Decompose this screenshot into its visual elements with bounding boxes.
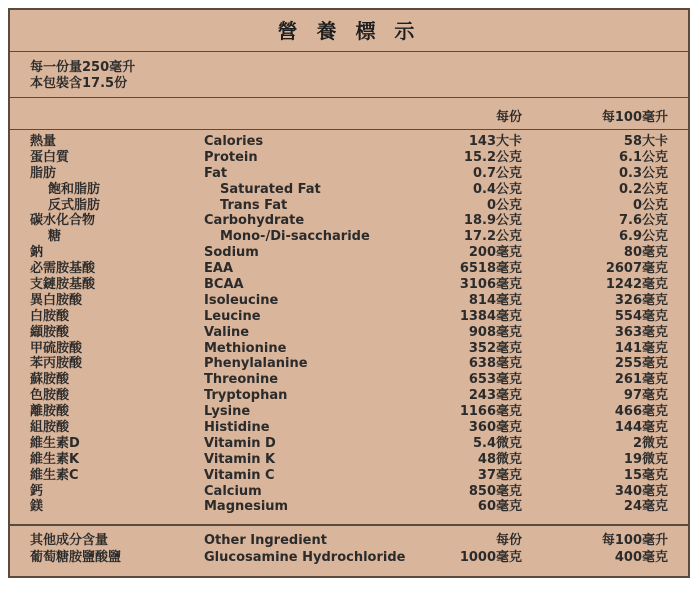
value-per-serving: 243毫克 [468,388,522,404]
name-en: Magnesium [204,499,289,515]
name-en: Lysine [204,404,251,420]
name-zh: 白胺酸 [30,308,70,324]
name-zh: 蘇胺酸 [30,372,70,388]
name-en: Sodium [204,245,259,261]
name-zh: 糖 [48,229,62,245]
name-zh: 脂肪 [30,165,57,181]
value-per-serving: 352毫克 [468,340,522,356]
value-per-100ml: 58大卡 [623,134,668,149]
nutrient-row [10,356,688,372]
name-en: Vitamin D [204,435,276,451]
value-per-serving: 638毫克 [468,356,522,372]
per-serving-header: 每份 [495,110,522,125]
value-per-100ml: 2607毫克 [605,261,668,277]
value-per-100ml: 80毫克 [623,245,668,261]
name-en: Glucosamine Hydrochloride [204,550,406,565]
name-zh: 蛋白質 [30,149,70,165]
value-per-serving: 1166毫克 [459,404,522,420]
nutrient-row [10,182,688,198]
name-zh: 維生素C [30,467,79,483]
value-per-serving: 37毫克 [477,467,522,483]
name-en: Methionine [204,340,287,356]
nutrient-row [10,198,688,214]
name-en: Histidine [204,420,270,436]
serving-info [10,52,688,98]
name-en: Carbohydrate [204,213,305,229]
nutrient-row [10,484,688,500]
value-per-100ml: 97毫克 [623,388,668,404]
name-en: Trans Fat [220,197,288,213]
value-per-100ml: 261毫克 [614,372,668,388]
name-zh: 異白胺酸 [30,292,83,308]
name-zh: 反式脂肪 [48,197,101,213]
value-per-100ml: 255毫克 [614,356,668,372]
name-en: Leucine [204,308,261,324]
nutrient-row [10,404,688,420]
other-header-per: 每份 [495,533,522,548]
name-zh: 必需胺基酸 [30,261,96,277]
nutrient-row [10,452,688,468]
name-zh: 鎂 [30,499,44,515]
name-zh: 支鏈胺基酸 [30,277,96,293]
name-zh: 葡萄糖胺鹽酸鹽 [30,550,122,565]
value-per-serving: 850毫克 [468,483,522,499]
value-per-serving: 15.2公克 [463,149,522,165]
nutrient-list [10,130,688,522]
value-per-100ml: 7.6公克 [618,213,668,229]
name-zh: 纈胺酸 [30,324,70,340]
other-ingredient-row [10,549,688,566]
value-per-100ml: 6.1公克 [618,149,668,165]
nutrient-row [10,229,688,245]
nutrition-label [8,8,690,578]
column-header-row [10,98,688,130]
name-en: Calories [204,134,264,149]
value-per-serving: 17.2公克 [463,229,522,245]
name-en: Isoleucine [204,292,279,308]
serving-size: 每一份量250毫升 [30,60,136,75]
other-header-en: Other Ingredient [204,533,327,548]
value-per-100ml: 466毫克 [614,404,668,420]
name-zh: 甲硫胺酸 [30,340,83,356]
value-per-100ml: 400毫克 [614,550,668,565]
value-per-serving: 0公克 [486,197,522,213]
value-per-100ml: 0.3公克 [618,165,668,181]
name-en: Calcium [204,483,262,499]
value-per-100ml: 363毫克 [614,324,668,340]
nutrient-row [10,325,688,341]
other-ingredients-header [10,532,688,549]
nutrient-row [10,436,688,452]
value-per-serving: 653毫克 [468,372,522,388]
other-header-per100: 每100毫升 [601,533,668,548]
value-per-serving: 814毫克 [468,292,522,308]
value-per-serving: 0.4公克 [472,181,522,197]
value-per-100ml: 24毫克 [623,499,668,515]
name-en: Saturated Fat [220,181,321,197]
label-title: 營 養 標 示 [10,10,688,52]
name-zh: 維生素D [30,435,80,451]
nutrient-row [10,150,688,166]
nutrient-row [10,468,688,484]
name-zh: 飽和脂肪 [48,181,101,197]
name-zh: 色胺酸 [30,388,70,404]
value-per-100ml: 6.9公克 [618,229,668,245]
other-ingredient-list [10,549,688,566]
value-per-100ml: 141毫克 [614,340,668,356]
value-per-100ml: 144毫克 [614,420,668,436]
other-header-zh: 其他成分含量 [30,533,109,548]
value-per-serving: 5.4微克 [472,435,522,451]
value-per-100ml: 1242毫克 [605,277,668,293]
value-per-serving: 200毫克 [468,245,522,261]
name-en: Protein [204,149,258,165]
nutrient-row [10,134,688,150]
value-per-serving: 908毫克 [468,324,522,340]
value-per-serving: 6518毫克 [459,261,522,277]
value-per-serving: 3106毫克 [459,277,522,293]
name-en: Vitamin C [204,467,275,483]
name-en: EAA [204,261,234,277]
value-per-serving: 0.7公克 [472,165,522,181]
name-en: BCAA [204,277,244,293]
value-per-100ml: 0公克 [632,197,668,213]
name-en: Tryptophan [204,388,288,404]
nutrient-row [10,293,688,309]
nutrient-row [10,372,688,388]
name-en: Fat [204,165,228,181]
nutrient-row [10,261,688,277]
name-zh: 組胺酸 [30,420,70,436]
value-per-serving: 143大卡 [468,134,522,149]
servings-per-pack: 本包裝含17.5份 [30,76,128,91]
value-per-100ml: 0.2公克 [618,181,668,197]
per-100ml-header: 每100毫升 [601,110,668,125]
name-zh: 鈣 [30,483,44,499]
other-ingredients [10,524,688,576]
nutrient-row [10,499,688,515]
nutrient-row [10,213,688,229]
value-per-serving: 1000毫克 [459,550,522,565]
nutrient-row [10,166,688,182]
value-per-100ml: 15毫克 [623,467,668,483]
name-en: Phenylalanine [204,356,308,372]
name-en: Valine [204,324,250,340]
value-per-serving: 18.9公克 [463,213,522,229]
nutrient-row [10,245,688,261]
value-per-100ml: 340毫克 [614,483,668,499]
name-en: Vitamin K [204,451,276,467]
nutrient-row [10,277,688,293]
value-per-100ml: 326毫克 [614,292,668,308]
name-zh: 維生素K [30,451,80,467]
value-per-100ml: 554毫克 [614,308,668,324]
name-zh: 碳水化合物 [30,213,96,229]
name-zh: 熱量 [30,134,57,149]
name-zh: 鈉 [30,245,44,261]
nutrient-row [10,388,688,404]
value-per-100ml: 19微克 [623,451,668,467]
value-per-serving: 60毫克 [477,499,522,515]
value-per-serving: 1384毫克 [459,308,522,324]
nutrient-row [10,309,688,325]
nutrient-row [10,420,688,436]
nutrient-row [10,341,688,357]
name-en: Threonine [204,372,279,388]
value-per-serving: 48微克 [477,451,522,467]
name-zh: 苯丙胺酸 [30,356,83,372]
name-en: Mono-/Di-saccharide [220,229,370,245]
value-per-serving: 360毫克 [468,420,522,436]
name-zh: 離胺酸 [30,404,70,420]
value-per-100ml: 2微克 [632,435,668,451]
